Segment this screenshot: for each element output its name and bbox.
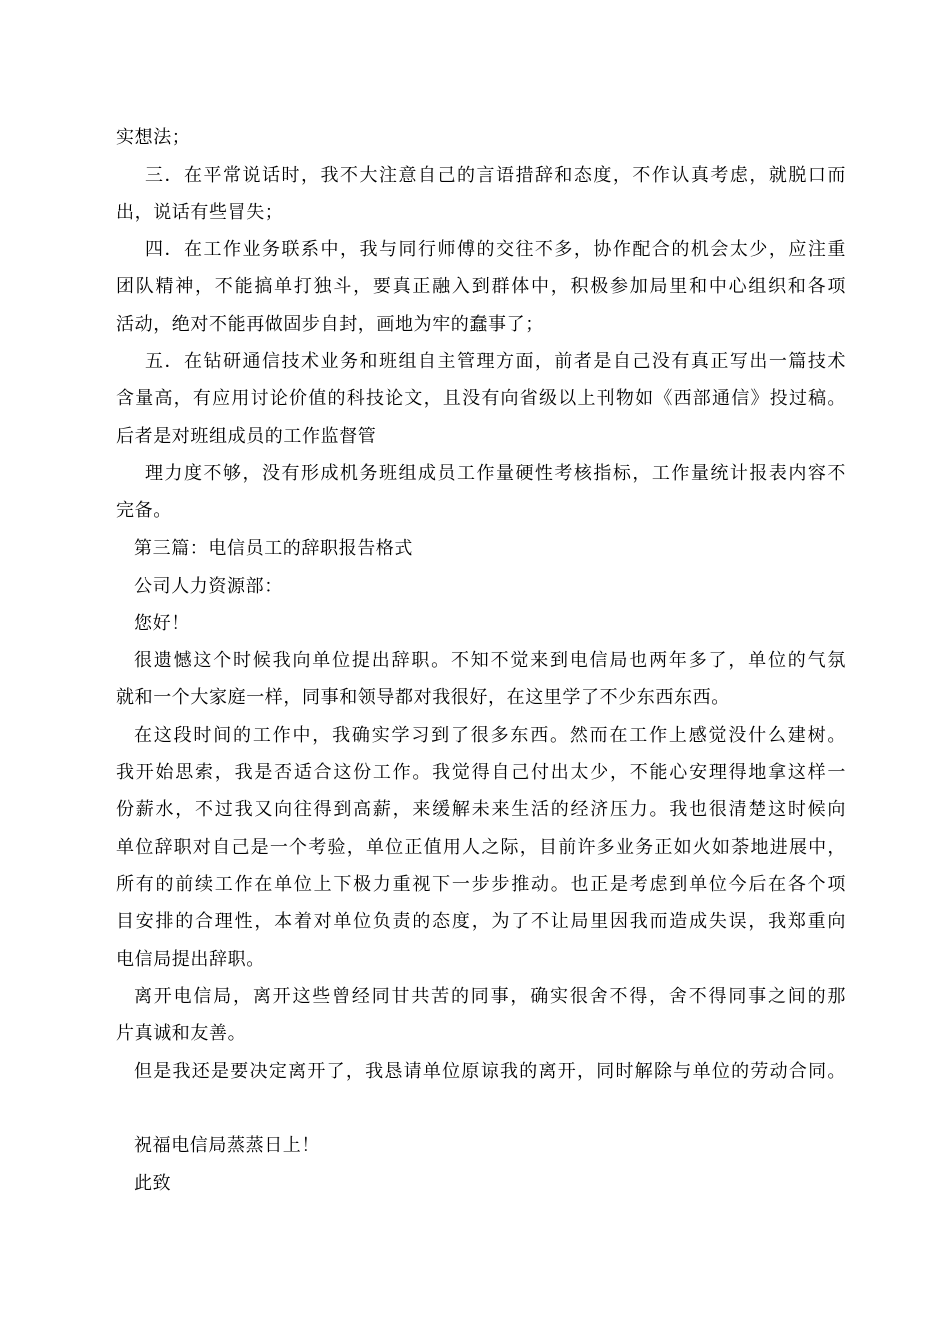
text-line: 离开电信局，离开这些曾经同甘共苦的同事，确实很舍不得，舍不得同事之间的那 — [134, 986, 846, 1007]
letter-greeting: 您好！ — [134, 613, 190, 634]
text-line: 片真诚和友善。 — [116, 1023, 247, 1044]
text-line: 所有的前续工作在单位上下极力重视下一步步推动。也正是考虑到单位今后在各个项 — [116, 874, 846, 895]
text-line: 份薪水，不过我又向往得到高薪，来缓解未来生活的经济压力。我也很清楚这时候向 — [116, 799, 846, 820]
text-line: 电信局提出辞职。 — [116, 949, 265, 970]
text-line: 在这段时间的工作中，我确实学习到了很多东西。然而在工作上感觉没什么建树。 — [134, 725, 846, 746]
text-line: 五．在钻研通信技术业务和班组自主管理方面，前者是自己没有真正写出一篇技术 — [145, 351, 846, 372]
letter-blessing: 祝福电信局蒸蒸日上！ — [134, 1135, 320, 1156]
text-line: 出，说话有些冒失； — [116, 202, 284, 223]
text-line: 就和一个大家庭一样，同事和领导都对我很好，在这里学了不少东西东西。 — [116, 687, 730, 708]
text-line: 单位辞职对自己是一个考验，单位正值用人之际，目前许多业务正如火如荼地进展中， — [116, 837, 846, 858]
text-line: 我开始思索，我是否适合这份工作。我觉得自己付出太少，不能心安理得地拿这样一 — [116, 762, 846, 783]
text-line: 活动，绝对不能再做固步自封，画地为牢的蠢事了； — [116, 314, 544, 335]
letter-recipient: 公司人力资源部： — [134, 576, 283, 597]
text-line: 四．在工作业务联系中，我与同行师傅的交往不多，协作配合的机会太少，应注重 — [145, 239, 846, 260]
text-line: 完备。 — [116, 500, 172, 521]
text-line: 目安排的合理性，本着对单位负责的态度，为了不让局里因我而造成失误，我郑重向 — [116, 911, 846, 932]
letter-closing: 此致 — [134, 1173, 172, 1194]
text-line: 后者是对班组成员的工作监督管 — [116, 426, 377, 447]
text-line: 很遗憾这个时候我向单位提出辞职。不知不觉来到电信局也两年多了，单位的气氛 — [134, 650, 846, 671]
text-line: 团队精神，不能搞单打独斗，要真正融入到群体中，积极参加局里和中心组织和各项 — [116, 276, 846, 297]
text-line: 实想法； — [116, 127, 191, 148]
text-line: 三．在平常说话时，我不大注意自己的言语措辞和态度，不作认真考虑，就脱口而 — [145, 165, 846, 186]
text-line: 理力度不够，没有形成机务班组成员工作量硬性考核指标，工作量统计报表内容不 — [145, 463, 846, 484]
section-heading: 第三篇：电信员工的辞职报告格式 — [134, 538, 413, 559]
text-line: 但是我还是要决定离开了，我恳请单位原谅我的离开，同时解除与单位的劳动合同。 — [134, 1061, 846, 1082]
text-line: 含量高，有应用讨论价值的科技论文，且没有向省级以上刊物如《西部通信》投过稿。 — [116, 388, 846, 409]
